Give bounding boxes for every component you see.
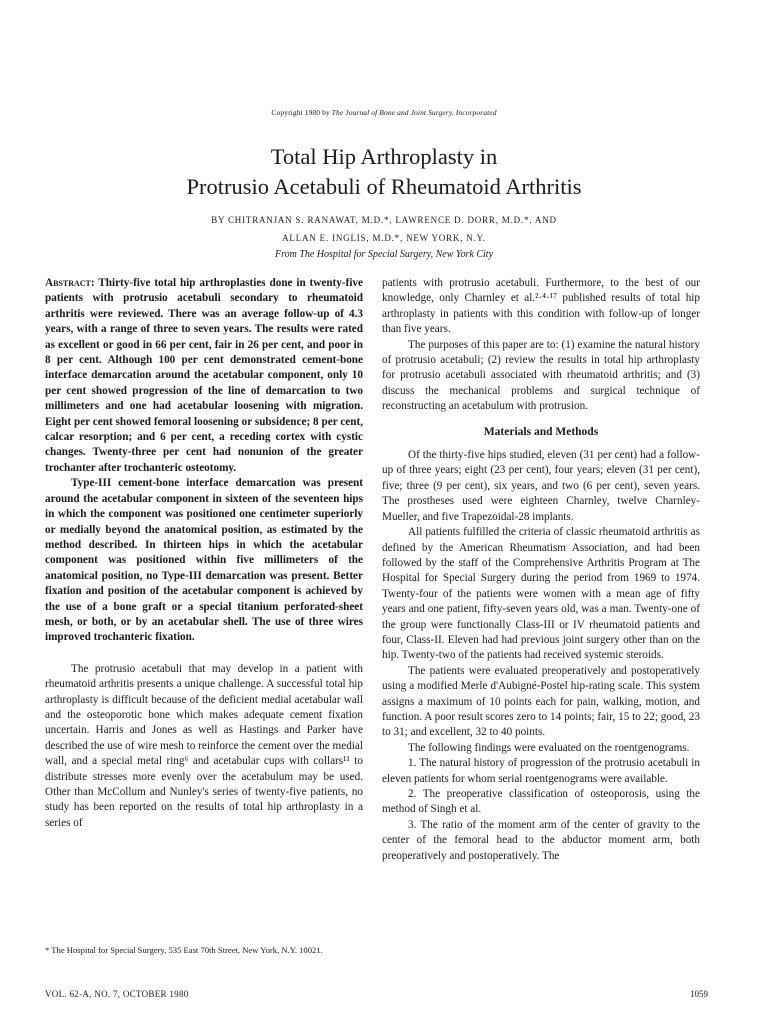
footnote: * The Hospital for Special Surgery, 535 East 70th Street, New York, N.Y. 10021. (45, 945, 323, 955)
left-column (45, 276, 363, 831)
right-column (382, 276, 700, 864)
title-line-2: Protrusio Acetabuli of Rheumatoid Arthritis (186, 174, 582, 199)
journal-name: The Journal of Bone and Joint Surgery, Incorporated (331, 108, 497, 117)
intro-paragraph-1: The protrusio acetabuli that may develop in a patient with rheumatoid arthritis presents a unique challenge. A successful total hip arthroplasty is difficult because of the deficient medial acetabular wall and the osteoporotic bone which makes adequate cement fixation uncertain. Harris and Jones as well as Hastings and Parker have described the use of wire mesh to reinforce the cement over the medial wall, and a special metal ring⁶ and acetabular cups with collars¹¹ to distribute stresses more evenly over the acetabulum may be used. Other than McCollum and Nunley's series of twenty-five patients, no study has been reported on the results of total hip arthroplasty in a series of (45, 662, 363, 829)
methods-item-2: 2. The preoperative classification of osteoporosis, using the method of Singh et al. (382, 788, 700, 816)
copyright-prefix: Copyright 1980 by (271, 108, 332, 117)
copyright-line (0, 108, 768, 117)
authors-line-2: ALLAN E. INGLIS, M.D.*, NEW YORK, N.Y. (282, 233, 486, 243)
affiliation: From The Hospital for Special Surgery, New York City (274, 249, 494, 260)
page-number: 1059 (690, 989, 708, 999)
abstract-text-1: Thirty-five total hip arthroplasties done in twenty-five patients with protrusio acetabuli secondary to rheumatoid arthritis were reviewed. There was an average follow-up of 4.3 years, with a range of three to seven years. The results were rated as excellent or good in 66 per cent, fair in 26 per cent, and poor in 8 per cent. Although 100 per cent demonstrated cement-bone interface demarcation around the acetabular component, only 10 per cent showed progression of the line of demarcation to two millimeters and one had acetabular loosening with migration. Eight per cent showed femoral loosening or subsidence; 8 per cent, calcar resorption; and 6 per cent, a receding cortex with cystic changes. Twenty-three per cent had nonunion of the greater trochanter after trochanteric osteotomy. (45, 277, 363, 474)
section-heading-methods: Materials and Methods (483, 425, 599, 438)
author-byline (0, 211, 768, 247)
methods-paragraph-3: The patients were evaluated preoperatively and postoperatively using a modified Merle d'Aubigné-Postel hip-rating scale. This system assigns a maximum of 10 points each for pain, walking, motion, and function. A poor result scores zero to 14 points; fair, 15 to 22; good, 23 to 31; and excellent, 32 to 40 points. (382, 664, 700, 739)
intro-paragraph-2: The purposes of this paper are to: (1) examine the natural history of protrusio acetabuli; (2) review the results in total hip arthroplasty for protrusio acetabuli associated with rheumatoid arthritis; and (3) discuss the mechanical problems and surgical technique of reconstructing an acetabulum with protrusion. (382, 338, 700, 413)
title-line-1: Total Hip Arthroplasty in (270, 144, 498, 169)
authors-line-1: BY CHITRANJAN S. RANAWAT, M.D.*, LAWRENCE D. DORR, M.D.*, AND (211, 215, 557, 225)
methods-item-3: 3. The ratio of the moment arm of the center of gravity to the center of the femoral head to the abductor moment arm, both preoperatively and postoperatively. The (382, 818, 700, 862)
methods-paragraph-1: Of the thirty-five hips studied, eleven (31 per cent) had a follow-up of three years; eight (23 per cent), four years; eleven (31 per cent), five; three (9 per cent), six years, and two (6 per cent), seven years. The prostheses used were eighteen Charnley, twelve Charnley-Mueller, and five Trapezoidal-28 implants. (382, 449, 700, 523)
abstract-label: Abstract: (45, 277, 95, 289)
volume-info: VOL. 62-A, NO. 7, OCTOBER 1980 (45, 989, 189, 999)
abstract-paragraph-2: Type-III cement-bone interface demarcation was present around the acetabular component in sixteen of the seventeen hips in which the component was positioned one centimeter superiorly or medially beyond the anatomical position, as estimated by the method described. In thirteen hips in which the acetabular component was positioned within five millimeters of the anatomical position, no Type-III demarcation was present. Better fixation and position of the acetabular component is achieved by the use of a bone graft or a special titanium perforated-sheet mesh, or both, or by an acetabular shell. The use of three wires improved trochanteric fixation. (45, 477, 363, 644)
article-title (0, 142, 768, 202)
methods-item-1: 1. The natural history of progression of the protrusio acetabuli in eleven patients for whom serial roentgenograms were available. (382, 757, 700, 785)
abstract-paragraph-1 (45, 276, 363, 476)
methods-paragraph-4: The following findings were evaluated on the roentgenograms. (408, 741, 690, 754)
intro-paragraph-1-cont: patients with protrusio acetabuli. Furthermore, to the best of our knowledge, only Charnley et al.²·⁴·¹⁷ published results of total hip arthroplasty in patients with this condition with follow-up of longer than five years. (382, 277, 700, 336)
methods-paragraph-2: All patients fulfilled the criteria of classic rheumatoid arthritis as defined by the American Rheumatism Association, and had been followed by the staff of the Comprehensive Arthritis Program at The Hospital for Special Surgery during the period from 1969 to 1974. Twenty-four of the patients were women with a mean age of fifty years and one patient, fifty-seven years old, was a man. Twenty-one of the group were functionally Class-III or IV rheumatoid patients and four, Class-II. Eleven had had previous joint surgery other than on the hip. Twenty-two of the patients had received systemic steroids. (382, 526, 700, 662)
